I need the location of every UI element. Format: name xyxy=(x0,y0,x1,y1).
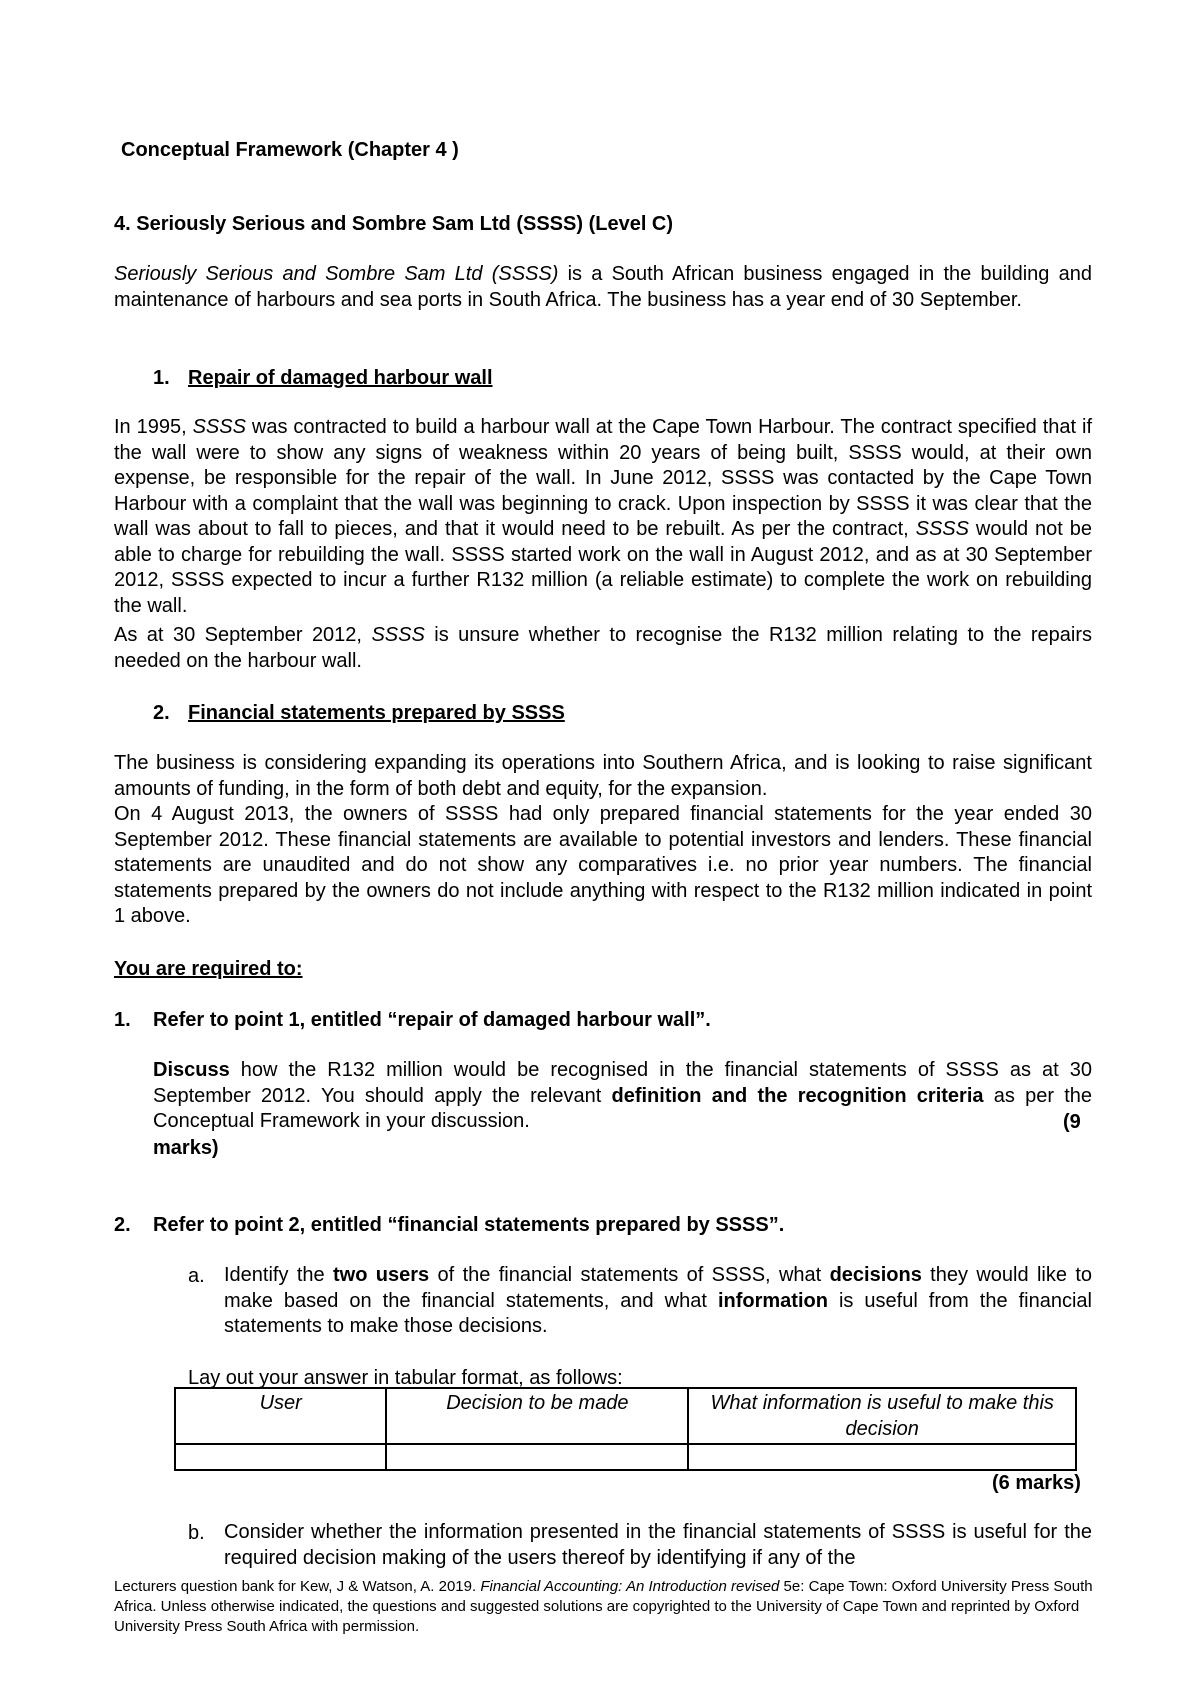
table-cell xyxy=(386,1444,688,1470)
q1-text-a: how the R132 million would be recognised in the financial statements of SSSS as at 30 September 2012. You should apply the relevant xyxy=(153,1059,1092,1107)
q2a-text-2: of the financial statements of SSSS, what xyxy=(429,1264,830,1286)
footer-book-title: Financial Accounting: An Introduction revised xyxy=(480,1578,780,1595)
q1-text-b: as per the Conceptual Framework in your discussion. xyxy=(153,1084,1092,1132)
point2-title: Financial statements prepared by SSSS xyxy=(188,702,565,724)
q1-number: 1. xyxy=(114,1009,131,1031)
q2-title: Refer to point 2, entitled “financial statements prepared by SSSS”. xyxy=(153,1214,785,1236)
point1-paragraph-2 xyxy=(114,623,1092,674)
question-title: 4. Seriously Serious and Sombre Sam Ltd (SSSS) (Level C) xyxy=(114,213,674,235)
table-header-information: What information is useful to make this decision xyxy=(688,1388,1076,1444)
q2a-text-4: is useful from the financial statements to make those decisions. xyxy=(224,1289,1092,1337)
company-name: Seriously Serious and Sombre Sam Ltd (SSSS) xyxy=(114,263,559,285)
q2a-two-users-bold: two users xyxy=(333,1264,430,1286)
table-header-user: User xyxy=(175,1388,386,1444)
q1-body xyxy=(153,1058,1092,1135)
q1-discuss-bold: Discuss xyxy=(153,1059,230,1081)
table-row xyxy=(175,1444,1076,1470)
point1-p2-ssss-italic: SSSS xyxy=(371,624,425,646)
point1-text-c: would not be able to charge for rebuilding the wall. SSSS started work on the wall in August 2012, and as at 30 September 2012, SSSS expected to incur a further R132 million (a reliable estimate) to complete the work on rebuilding the wall. xyxy=(114,518,1093,617)
point1-paragraph xyxy=(114,415,1092,619)
q1-definition-bold: definition and the recognition criteria xyxy=(611,1084,984,1107)
point1-p2-text-a: As at 30 September 2012, xyxy=(114,624,372,646)
point2-paragraph-2: On 4 August 2013, the owners of SSSS had only prepared financial statements for the year ended 30 September 2012. These financial statements are available to potential investors and lenders. These financial statements are unaudited and do not show any comparatives i.e. no prior year numbers. The financial statements prepared by the owners do not include anything with respect to the R132 million indicated in point 1 above. xyxy=(114,803,1092,927)
point1-text-b: was contracted to build a harbour wall at the Cape Town Harbour. The contract specified that if the wall were to show any signs of weakness within 20 years of being built, SSSS would, at their own expense, be responsible for the repair of the wall. In June 2012, SSSS was contacted by the Cape Town Harbour with a complaint that the wall was beginning to crack. Upon inspection by SSSS it was clear that the wall was about to fall to pieces, and that it would need to be rebuilt. As per the contract, xyxy=(114,416,1092,540)
point2-number: 2. xyxy=(153,702,170,724)
point1-ssss-italic-2: SSSS xyxy=(915,518,969,540)
table-cell xyxy=(688,1444,1076,1470)
required-heading: You are required to: xyxy=(114,958,303,980)
q2a-marks: (6 marks) xyxy=(992,1472,1081,1494)
q2a-text-3: they would like to make based on the financial statements, and what xyxy=(224,1264,1093,1312)
q1-marks-a: (9 xyxy=(1063,1111,1081,1133)
point1-text-a: In 1995, xyxy=(114,416,193,438)
point1-number: 1. xyxy=(153,367,170,389)
q1-marks-b: marks) xyxy=(153,1137,219,1159)
page-heading: Conceptual Framework (Chapter 4 ) xyxy=(121,139,459,161)
layout-note: Lay out your answer in tabular format, as follows: xyxy=(188,1367,623,1389)
footer-citation xyxy=(114,1577,1104,1637)
q2a-letter: a. xyxy=(188,1265,205,1287)
q1-title: Refer to point 1, entitled “repair of damaged harbour wall”. xyxy=(153,1009,711,1031)
q2b-letter: b. xyxy=(188,1522,205,1544)
q2a-text xyxy=(224,1263,1092,1340)
table-cell xyxy=(175,1444,386,1470)
footer-text-b: 5e: Cape Town: Oxford University Press South Africa. Unless otherwise indicated, the questions and suggested solutions are copyrighted to the University of Cape Town and reprinted by Oxford University Press South Africa with permission. xyxy=(114,1578,1093,1635)
table-header-row xyxy=(175,1388,1076,1444)
q2a-text-1: Identify the xyxy=(224,1264,333,1286)
point1-title: Repair of damaged harbour wall xyxy=(188,367,493,389)
point2-paragraph-1: The business is considering expanding its operations into Southern Africa, and is looking to raise significant amounts of funding, in the form of both debt and equity, for the expansion. xyxy=(114,752,1092,800)
q2a-information-bold: information xyxy=(717,1289,828,1312)
answer-table xyxy=(174,1387,1077,1471)
q2b-text: Consider whether the information presented in the financial statements of SSSS is useful for the required decision making of the users thereof by identifying if any of the xyxy=(224,1521,1092,1569)
q2-number: 2. xyxy=(114,1214,131,1236)
point1-p2-text-b: is unsure whether to recognise the R132 million relating to the repairs needed on the harbour wall. xyxy=(114,624,1092,672)
point1-ssss-italic-1: SSSS xyxy=(192,416,246,438)
q2a-decisions-bold: decisions xyxy=(829,1264,922,1286)
intro-paragraph xyxy=(114,262,1092,313)
footer-text-a: Lecturers question bank for Kew, J & Watson, A. 2019. xyxy=(114,1578,481,1595)
intro-text: is a South African business engaged in the building and maintenance of harbours and sea ports in South Africa. The business has a year end of 30 September. xyxy=(114,263,1092,311)
table-header-decision: Decision to be made xyxy=(386,1388,688,1444)
